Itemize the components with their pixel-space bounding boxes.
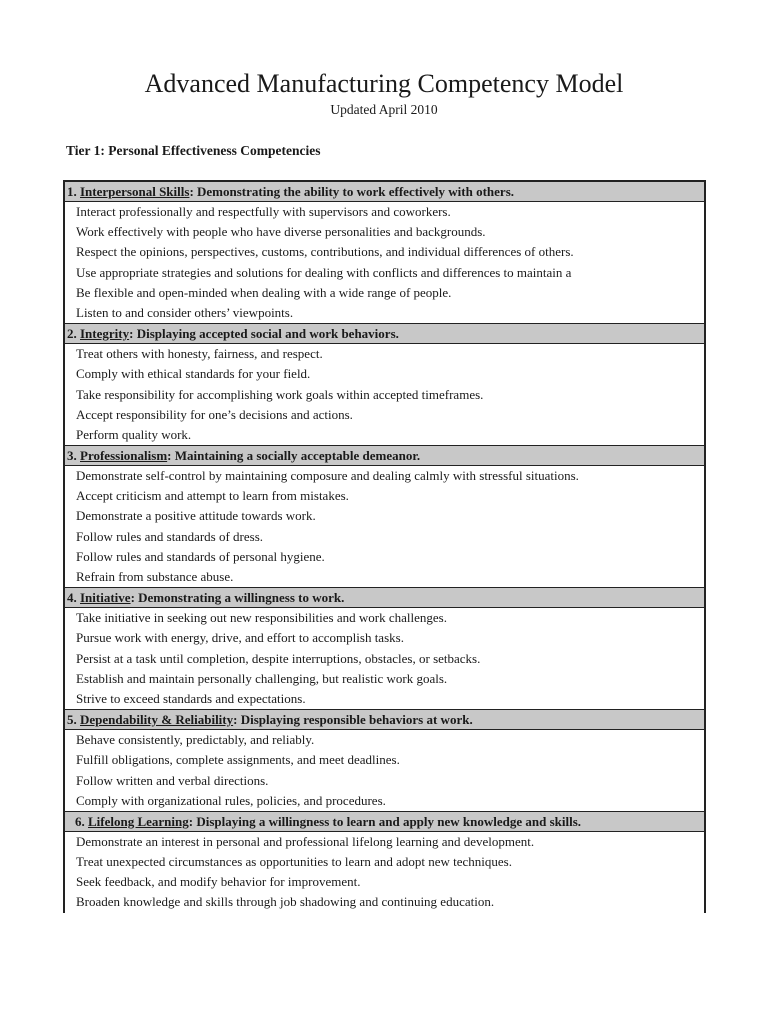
list-item: Take initiative in seeking out new responsibilities and work challenges.	[76, 610, 447, 626]
section-description: : Displaying a willingness to learn and apply new knowledge and skills.	[188, 813, 582, 829]
list-item: Comply with organizational rules, policies, and procedures.	[76, 792, 386, 808]
list-item: Take responsibility for accomplishing work goals within accepted timeframes.	[76, 386, 484, 402]
list-item: Respect the opinions, perspectives, customs, contributions, and individual differences of others.	[76, 244, 574, 260]
list-item: Follow rules and standards of dress.	[76, 528, 264, 544]
competency-table	[63, 180, 706, 913]
list-item: Be flexible and open-minded when dealing with a wide range of people.	[76, 284, 452, 300]
section-header-initiative	[63, 587, 706, 608]
list-item: Demonstrate self-control by maintaining composure and dealing calmly with stressful situations.	[76, 468, 579, 484]
list-item: Fulfill obligations, complete assignments, and meet deadlines.	[76, 752, 400, 768]
section-name: Interpersonal Skills	[80, 184, 190, 199]
section-number: 1.	[67, 184, 77, 199]
list-item: Treat others with honesty, fairness, and respect.	[76, 346, 323, 362]
list-item: Use appropriate strategies and solutions for dealing with conflicts and differences to maintain a	[76, 264, 572, 280]
list-item: Perform quality work.	[76, 426, 192, 442]
section-name: Initiative	[80, 590, 131, 606]
section-description: : Demonstrating the ability to work effectively with others.	[189, 184, 515, 199]
section-header-interpersonal-skills	[63, 182, 706, 202]
section-name: Lifelong Learning	[88, 813, 189, 829]
list-item: Seek feedback, and modify behavior for improvement.	[76, 874, 361, 890]
section-name: Dependability & Reliability	[80, 712, 234, 728]
section-items	[63, 466, 706, 587]
list-item: Broaden knowledge and skills through job shadowing and continuing education.	[76, 894, 495, 910]
section-header-professionalism	[63, 445, 706, 466]
list-item: Demonstrate an interest in personal and professional lifelong learning and development.	[76, 833, 535, 849]
list-item: Treat unexpected circumstances as opportunities to learn and adopt new techniques.	[76, 854, 512, 870]
list-item: Comply with ethical standards for your field.	[76, 366, 311, 382]
document-title: Advanced Manufacturing Competency Model	[144, 69, 624, 98]
list-item: Follow rules and standards of personal hygiene.	[76, 548, 325, 564]
list-item: Accept criticism and attempt to learn from mistakes.	[76, 488, 349, 504]
section-items	[63, 608, 706, 709]
section-name: Professionalism	[80, 448, 168, 464]
document-subtitle: Updated April 2010	[330, 102, 438, 117]
list-item: Interact professionally and respectfully with supervisors and coworkers.	[76, 204, 451, 219]
section-header-dependability-reliability	[63, 709, 706, 730]
section-number: 3.	[67, 448, 77, 464]
section-items	[63, 202, 706, 323]
section-description: : Demonstrating a willingness to work.	[130, 590, 345, 606]
list-item: Behave consistently, predictably, and reliably.	[76, 732, 315, 748]
section-items	[63, 344, 706, 445]
list-item: Accept responsibility for one’s decisions and actions.	[76, 406, 353, 422]
list-item: Listen to and consider others’ viewpoints.	[76, 304, 294, 320]
section-items	[63, 730, 706, 811]
section-number: 2.	[67, 326, 77, 342]
section-description: : Displaying accepted social and work behaviors.	[129, 326, 399, 342]
list-item: Establish and maintain personally challenging, but realistic work goals.	[76, 670, 448, 686]
section-number: 4.	[67, 590, 77, 606]
section-items	[63, 832, 706, 913]
list-item: Follow written and verbal directions.	[76, 772, 269, 788]
list-item: Persist at a task until completion, despite interruptions, obstacles, or setbacks.	[76, 650, 481, 666]
tier-heading: Tier 1: Personal Effectiveness Competencies	[66, 143, 321, 158]
list-item: Pursue work with energy, drive, and effort to accomplish tasks.	[76, 630, 404, 646]
section-description: : Maintaining a socially acceptable demeanor.	[167, 448, 421, 464]
section-description: : Displaying responsible behaviors at work.	[233, 712, 473, 728]
list-item: Strive to exceed standards and expectations.	[76, 690, 306, 706]
section-number: 6.	[75, 813, 85, 829]
section-number: 5.	[67, 712, 77, 728]
list-item: Refrain from substance abuse.	[76, 569, 234, 584]
list-item: Work effectively with people who have diverse personalities and backgrounds.	[76, 224, 486, 240]
section-header-lifelong-learning	[63, 811, 706, 832]
section-header-integrity	[63, 323, 706, 344]
list-item: Demonstrate a positive attitude towards work.	[76, 508, 316, 524]
section-name: Integrity	[80, 326, 130, 342]
